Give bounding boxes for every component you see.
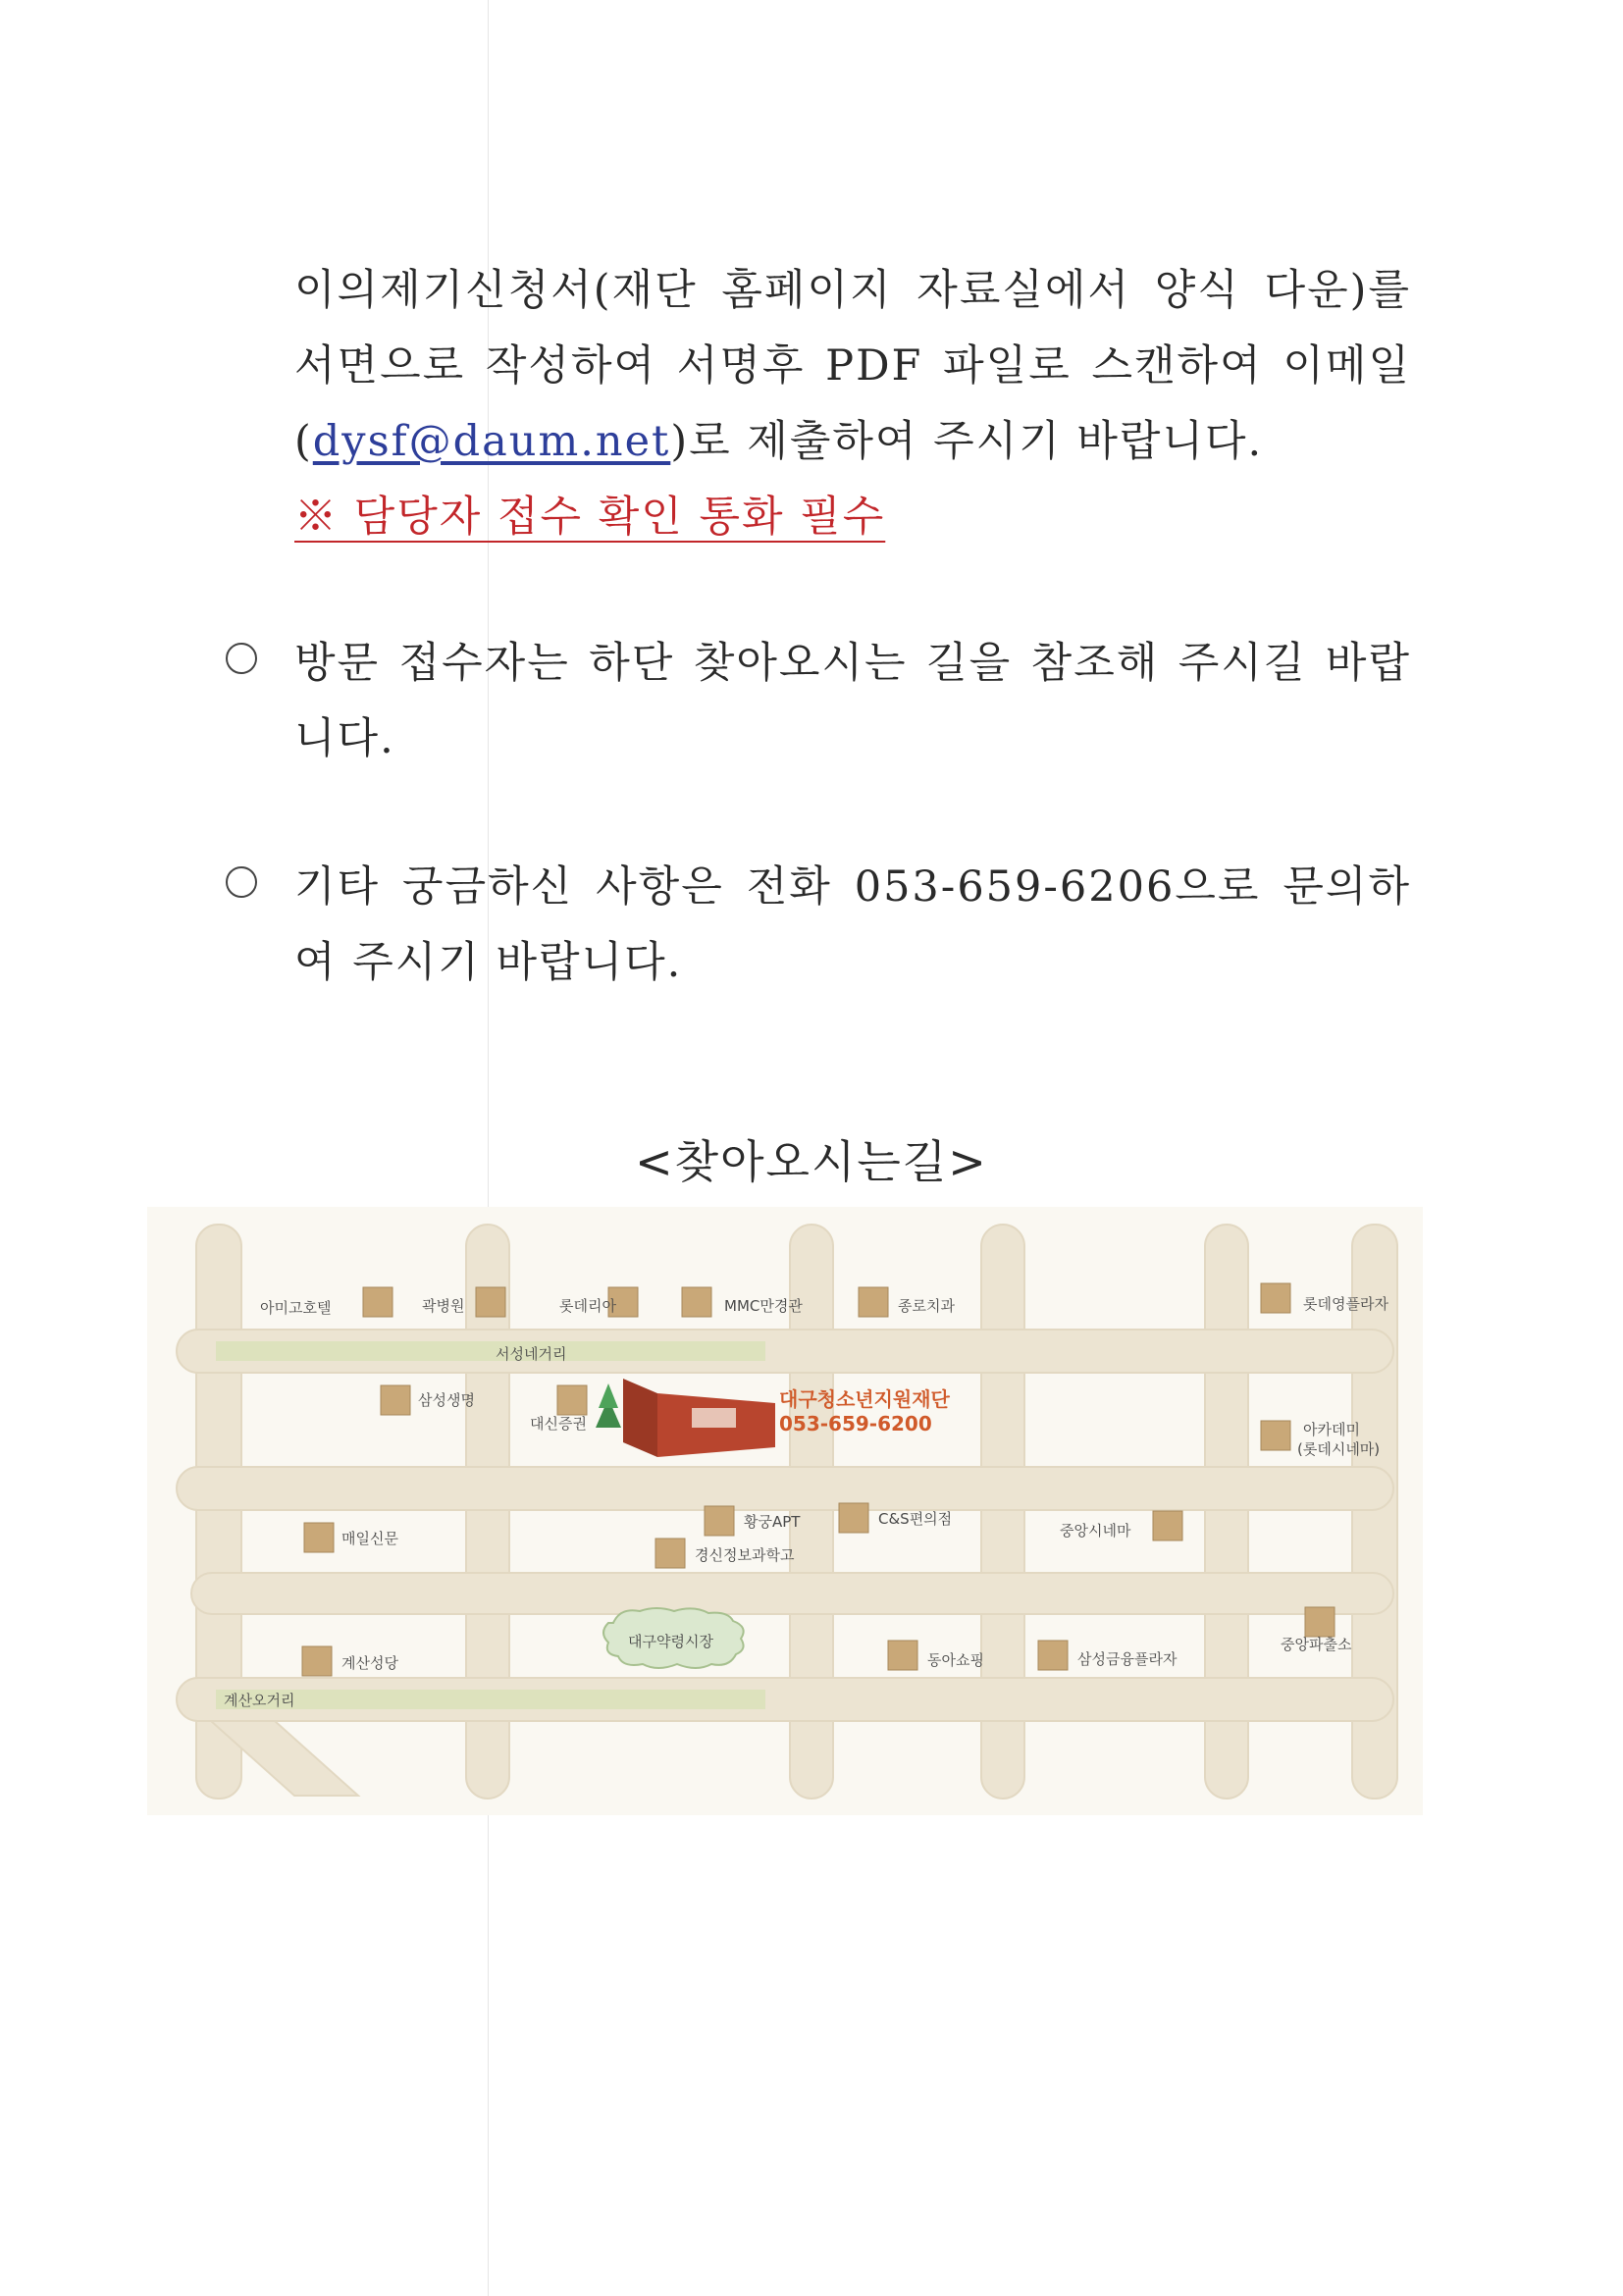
directions-map: [147, 1207, 1423, 1815]
paren-open: (: [294, 417, 313, 466]
label-daishin: 대신증권: [530, 1415, 587, 1433]
label-gyesan-crossroads: 계산오거리: [224, 1692, 295, 1709]
bullet-2-line-2: 니다.: [294, 714, 395, 763]
label-amigo-hotel: 아미고호텔: [260, 1299, 332, 1317]
label-samsung-life: 삼성생명: [418, 1391, 475, 1409]
bullet-3-line-1: 기타 궁금하신 사항은 전화 053-659-6206으로 문의하: [294, 862, 1411, 912]
label-hwanggung: 황궁APT: [744, 1513, 801, 1531]
label-maeil: 매일신문: [341, 1530, 398, 1547]
label-mmc: MMC만경관: [724, 1297, 803, 1315]
label-gyesan-church: 계산성당: [341, 1654, 398, 1672]
label-jungang-police: 중앙파출소: [1281, 1636, 1352, 1653]
label-organization-phone: 053-659-6200: [779, 1412, 932, 1435]
bullet-3-line-2: 여 주시기 바랍니다.: [294, 938, 683, 987]
label-donga: 동아쇼핑: [927, 1651, 984, 1669]
organization-building-icon: [596, 1379, 775, 1457]
label-seoseong-crossroads: 서성네거리: [496, 1345, 567, 1363]
paragraph-1-line-1: 이의제기신청서(재단 홈페이지 자료실에서 양식 다운)를: [294, 266, 1411, 315]
label-kyungshin: 경신정보과학고: [695, 1546, 795, 1564]
label-jungang-cinema: 중앙시네마: [1060, 1522, 1131, 1539]
paragraph-1-line-2: 서면으로 작성하여 서명후 PDF 파일로 스캔하여 이메일: [294, 341, 1411, 391]
label-kwak-hospital: 곽병원: [422, 1297, 465, 1315]
label-organization: 대구청소년지원재단: [779, 1387, 950, 1411]
notice-text: ※ 담당자 접수 확인 통화 필수: [294, 493, 886, 542]
bullet-2-line-1: 방문 접수자는 하단 찾아오시는 길을 참조해 주시길 바랍: [294, 639, 1411, 688]
map-title: <찾아오시는길>: [635, 1135, 988, 1188]
label-academy-2: (롯데시네마): [1297, 1440, 1381, 1458]
email-link[interactable]: dysf@daum.net: [312, 417, 671, 466]
label-cs: C&S편의점: [878, 1510, 953, 1528]
label-samsung-finance: 삼성금융플라자: [1077, 1650, 1178, 1668]
label-lotteria: 롯데리아: [559, 1297, 616, 1315]
circle-bullet-icon: [226, 866, 257, 898]
label-jongro-dental: 종로치과: [898, 1297, 955, 1315]
paragraph-1-line-3: [294, 408, 1263, 468]
paragraph-1-line-3-rest: )로 제출하여 주시기 바랍니다.: [670, 417, 1264, 466]
label-park: 대구약령시장: [628, 1633, 713, 1650]
circle-bullet-icon: [226, 643, 257, 674]
label-lotte-young-plaza: 롯데영플라자: [1303, 1295, 1388, 1313]
label-academy-1: 아카데미: [1303, 1421, 1360, 1438]
